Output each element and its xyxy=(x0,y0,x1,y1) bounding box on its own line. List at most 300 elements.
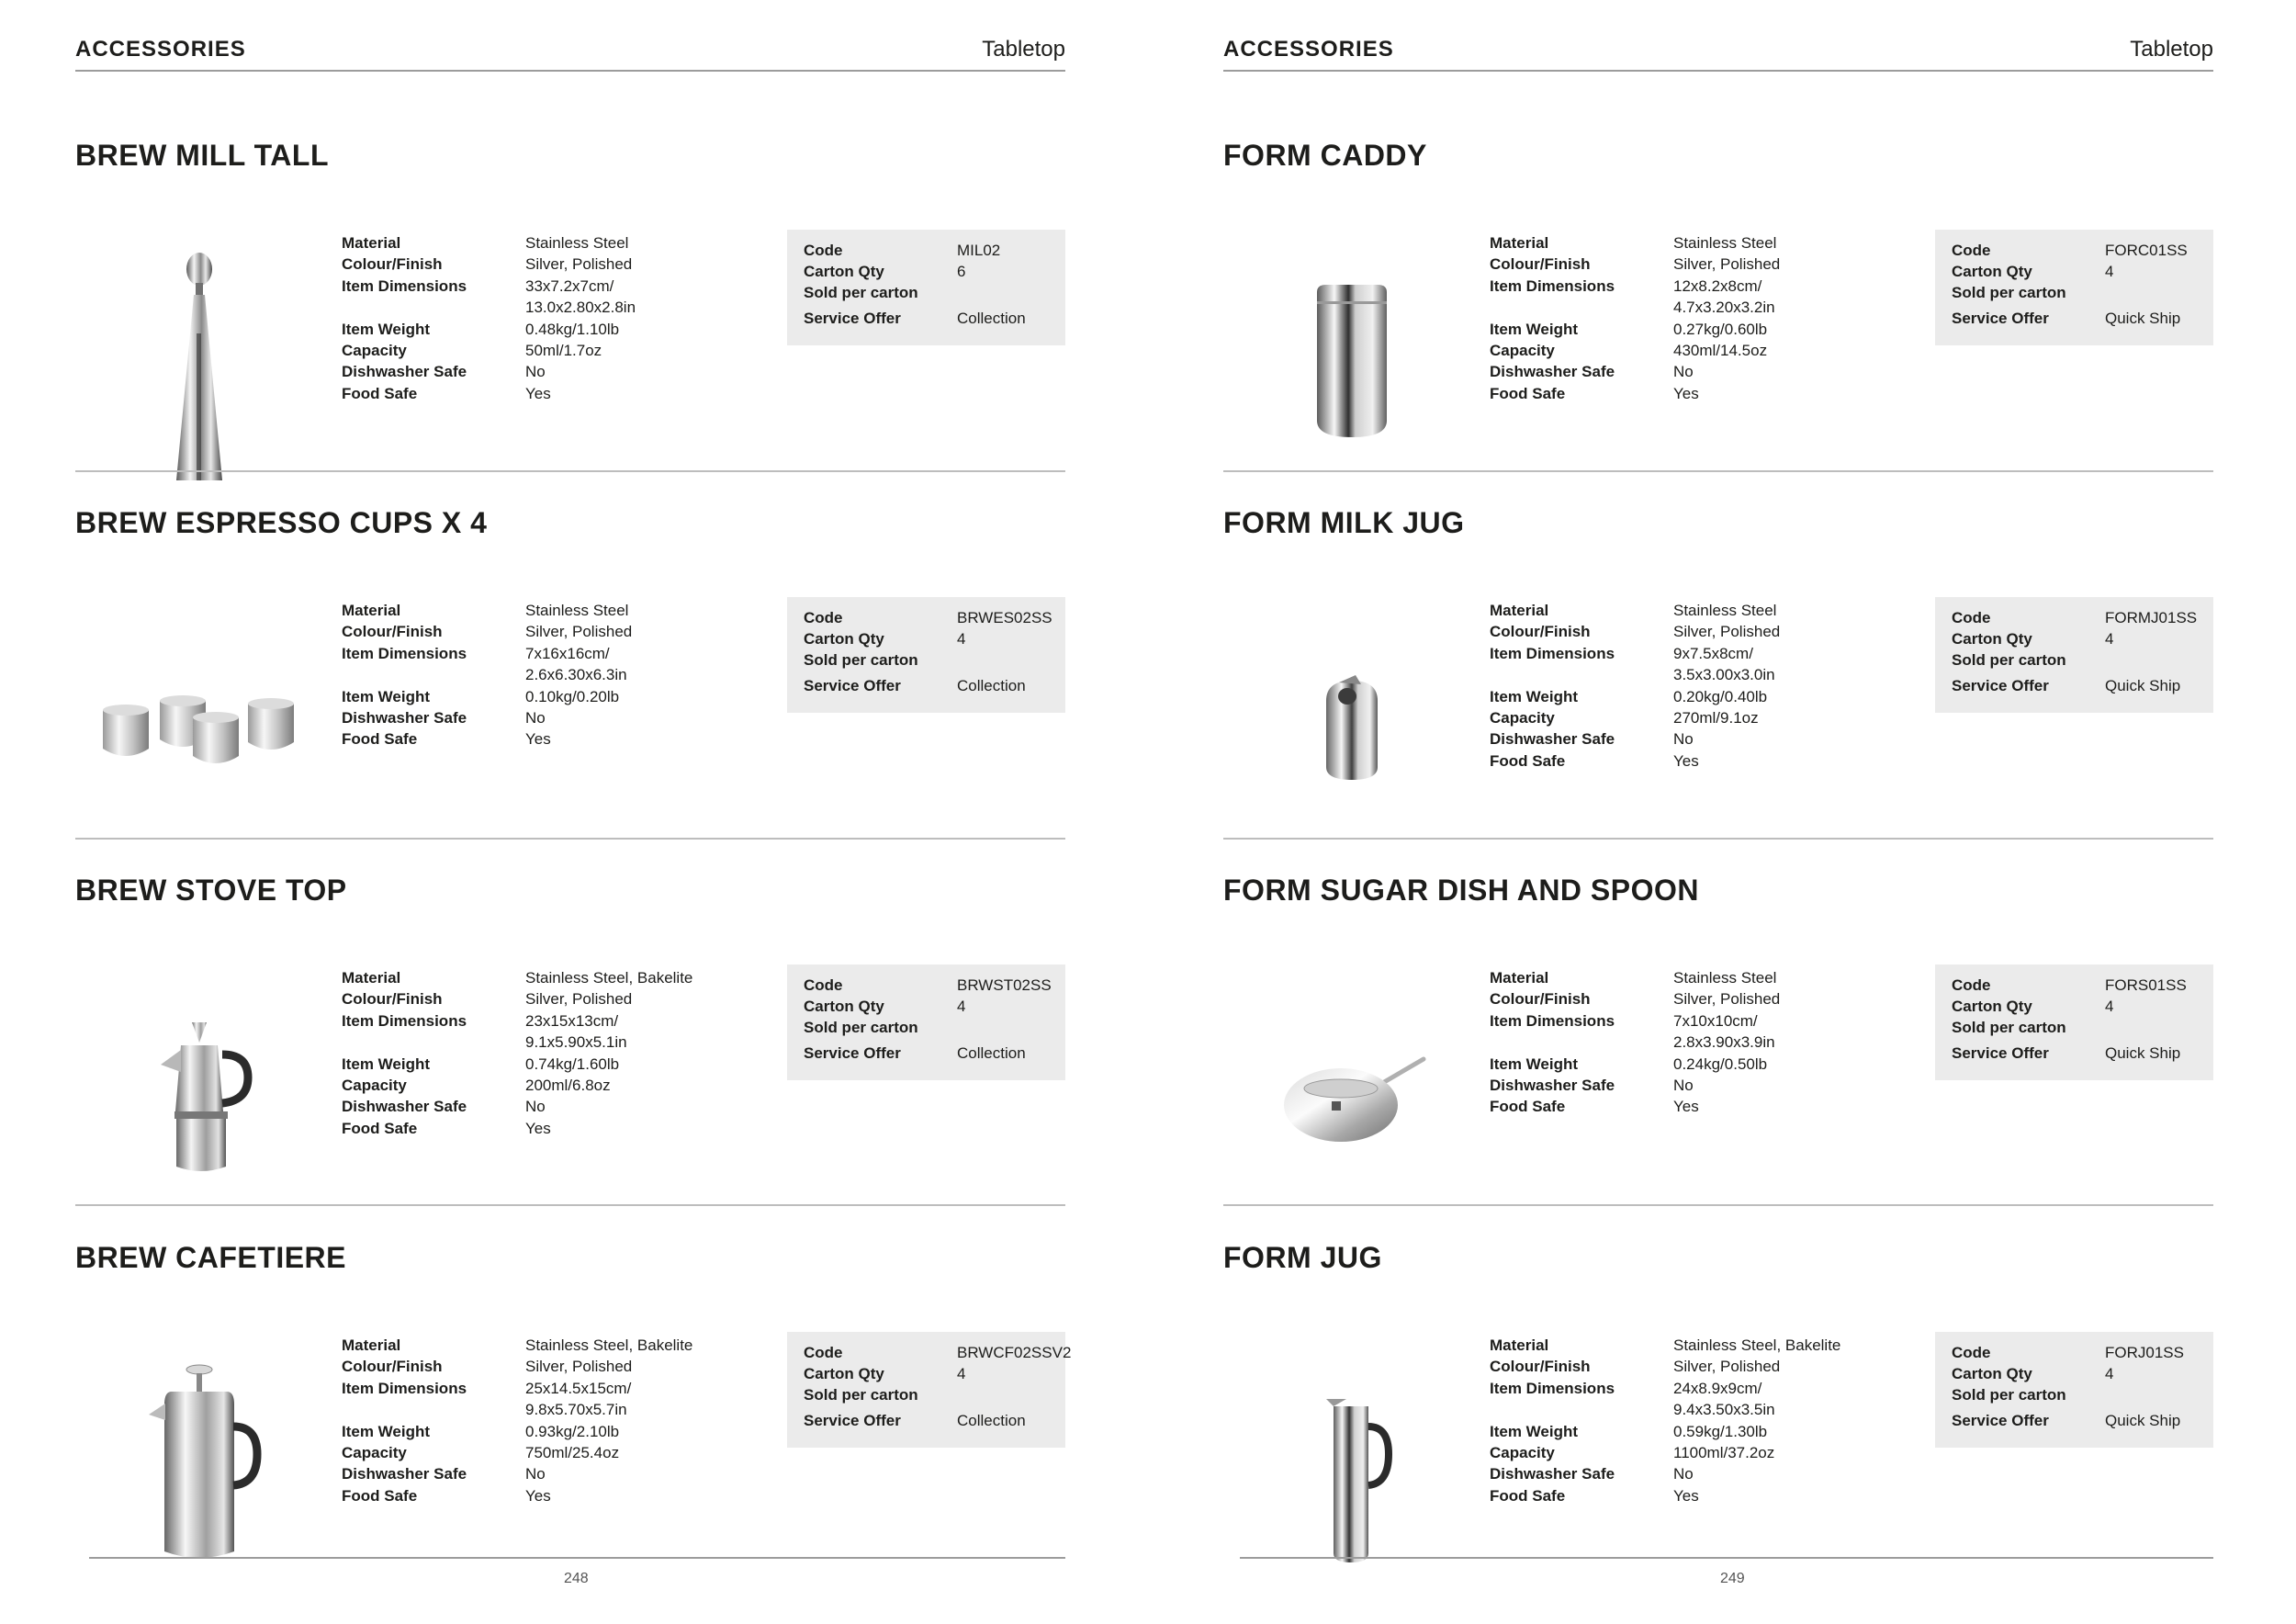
spec-label: Colour/Finish xyxy=(1490,255,1591,274)
spec-label: Colour/Finish xyxy=(342,255,443,274)
spec-value: 270ml/9.1oz xyxy=(1673,708,1759,727)
info-value: FORS01SS xyxy=(2105,976,2187,994)
info-row xyxy=(1952,1342,2204,1363)
spec-value: Yes xyxy=(1673,1486,1699,1505)
page-number: 249 xyxy=(1720,1571,1745,1586)
spec-value: Stainless Steel xyxy=(1673,602,1777,619)
spec-label: Food Safe xyxy=(342,1119,418,1137)
info-label: Carton Qty xyxy=(1952,998,2032,1015)
info-value: 6 xyxy=(957,263,966,280)
spec-list xyxy=(342,600,727,750)
info-label: Service Offer xyxy=(804,1412,901,1429)
spec-row xyxy=(1490,621,1875,642)
spec-label: Colour/Finish xyxy=(342,1358,443,1376)
jug-icon xyxy=(1223,1289,1499,1592)
info-value: 4 xyxy=(2105,263,2114,280)
spec-row xyxy=(342,1096,727,1117)
spec-value: 750ml/25.4oz xyxy=(525,1443,620,1461)
spec-value: 33x7.2x7cm/ xyxy=(525,276,614,295)
info-value: 4 xyxy=(2105,630,2114,648)
spec-value: 50ml/1.7oz xyxy=(525,341,602,359)
spec-value: 2.8x3.90x3.9in xyxy=(1673,1033,1775,1052)
info-row xyxy=(804,975,1056,996)
info-label: Sold per carton xyxy=(804,651,918,669)
product-card xyxy=(1223,51,2213,418)
spec-value: 0.10kg/0.20lb xyxy=(525,687,620,705)
spec-row xyxy=(1490,232,1875,254)
spec-label: Colour/Finish xyxy=(1490,623,1591,641)
spec-label: Food Safe xyxy=(342,384,418,402)
info-row xyxy=(1952,607,2204,628)
info-row xyxy=(804,628,1056,649)
spec-row xyxy=(1490,340,1875,361)
spec-value: No xyxy=(1673,363,1694,381)
spec-value: 9.4x3.50x3.5in xyxy=(1673,1401,1775,1419)
spec-label: Material xyxy=(1490,602,1549,619)
info-label: Sold per carton xyxy=(804,1386,918,1404)
order-info-box xyxy=(787,1332,1072,1448)
spec-value: Yes xyxy=(1673,751,1699,770)
info-value: Quick Ship xyxy=(2105,310,2181,327)
info-label: Sold per carton xyxy=(1952,1386,2066,1404)
spec-label: Dishwasher Safe xyxy=(1490,1076,1615,1094)
order-info-box xyxy=(787,964,1065,1080)
spec-list xyxy=(1490,232,1875,404)
product-title: FORM JUG xyxy=(1223,1241,1382,1274)
info-value: 4 xyxy=(957,998,966,1015)
spec-row xyxy=(342,1054,727,1075)
spec-row xyxy=(1490,1075,1875,1096)
info-row xyxy=(804,308,1056,329)
info-label: Code xyxy=(1952,242,1991,259)
info-label: Carton Qty xyxy=(804,630,884,648)
info-value: Collection xyxy=(957,310,1026,327)
spec-list xyxy=(342,1335,727,1506)
info-label: Service Offer xyxy=(1952,310,2049,327)
spec-row xyxy=(342,664,727,685)
spec-label: Item Weight xyxy=(1490,320,1579,338)
spec-row xyxy=(1490,383,1875,404)
spec-row xyxy=(1490,1032,1875,1053)
spec-label: Dishwasher Safe xyxy=(1490,363,1615,381)
spec-value: Silver, Polished xyxy=(1673,1358,1781,1376)
spec-value: 9.8x5.70x5.7in xyxy=(525,1401,627,1419)
spec-row xyxy=(342,232,727,254)
info-row xyxy=(804,1384,1056,1405)
spec-row xyxy=(1490,1356,1875,1377)
spec-row xyxy=(342,1399,727,1420)
spec-value: 2.6x6.30x6.3in xyxy=(525,666,627,684)
spec-label: Item Weight xyxy=(1490,687,1579,705)
spec-value: 25x14.5x15cm/ xyxy=(525,1379,632,1397)
product-card xyxy=(75,418,1065,785)
spec-label: Food Safe xyxy=(342,1486,418,1505)
spec-list xyxy=(342,967,727,1139)
info-value: 4 xyxy=(2105,1365,2114,1382)
info-value: MIL02 xyxy=(957,242,1001,259)
spec-label: Item Weight xyxy=(342,687,431,705)
spec-label: Item Dimensions xyxy=(342,1011,467,1030)
spec-row xyxy=(342,1442,727,1463)
spec-value: 430ml/14.5oz xyxy=(1673,341,1768,359)
spec-row xyxy=(1490,750,1875,772)
order-info-box xyxy=(1935,1332,2213,1448)
spec-value: 0.74kg/1.60lb xyxy=(525,1054,620,1073)
spec-row xyxy=(342,1335,727,1356)
spec-label: Item Dimensions xyxy=(342,1379,467,1397)
spec-row xyxy=(342,1118,727,1139)
product-title: FORM MILK JUG xyxy=(1223,506,1465,539)
spec-row xyxy=(342,686,727,707)
spec-label: Dishwasher Safe xyxy=(342,363,467,381)
info-row xyxy=(804,607,1056,628)
info-label: Carton Qty xyxy=(1952,1365,2032,1382)
spec-value: 9x7.5x8cm/ xyxy=(1673,644,1753,662)
info-label: Code xyxy=(1952,976,1991,994)
spec-value: Yes xyxy=(1673,384,1699,402)
category-title: ACCESSORIES xyxy=(1223,37,1394,62)
spec-row xyxy=(1490,988,1875,1009)
spec-row xyxy=(1490,1054,1875,1075)
spec-label: Food Safe xyxy=(1490,384,1566,402)
spec-label: Material xyxy=(342,602,401,619)
spec-row xyxy=(1490,361,1875,382)
info-row xyxy=(1952,1043,2204,1064)
spec-row xyxy=(1490,643,1875,664)
product-card xyxy=(75,51,1065,418)
spec-value: Stainless Steel, Bakelite xyxy=(525,969,693,987)
spec-label: Capacity xyxy=(342,1443,407,1461)
info-row xyxy=(1952,649,2204,671)
info-row xyxy=(1952,1410,2204,1431)
info-row xyxy=(1952,308,2204,329)
info-value: BRWCF02SSV2 xyxy=(957,1344,1072,1361)
spec-label: Colour/Finish xyxy=(1490,990,1591,1009)
spec-label: Dishwasher Safe xyxy=(342,1465,467,1483)
spec-row xyxy=(1490,707,1875,728)
order-info-box xyxy=(787,230,1065,345)
spec-row xyxy=(1490,686,1875,707)
spec-label: Dishwasher Safe xyxy=(1490,730,1615,749)
spec-row xyxy=(1490,1442,1875,1463)
spec-label: Capacity xyxy=(1490,341,1555,359)
cafetiere-icon xyxy=(75,1289,351,1592)
product-title: BREW STOVE TOP xyxy=(75,874,347,907)
spec-value: 13.0x2.80x2.8in xyxy=(525,299,636,317)
spec-value: Yes xyxy=(525,730,551,749)
spec-label: Capacity xyxy=(342,1076,407,1094)
info-value: FORMJ01SS xyxy=(2105,609,2198,626)
info-row xyxy=(1952,240,2204,261)
spec-row xyxy=(342,361,727,382)
info-label: Service Offer xyxy=(804,1044,901,1062)
product-card xyxy=(75,1153,1072,1520)
spec-label: Item Dimensions xyxy=(1490,644,1615,662)
spec-label: Material xyxy=(342,234,401,252)
spec-value: No xyxy=(1673,730,1694,749)
spec-value: 0.59kg/1.30lb xyxy=(1673,1422,1768,1440)
spec-value: Stainless Steel xyxy=(1673,969,1777,987)
order-info-box xyxy=(787,597,1065,713)
spec-list xyxy=(1490,600,1875,772)
info-value: 4 xyxy=(957,630,966,648)
spec-label: Food Safe xyxy=(1490,751,1566,770)
spec-label: Food Safe xyxy=(1490,1098,1566,1116)
info-row xyxy=(804,240,1056,261)
info-label: Code xyxy=(804,242,843,259)
spec-row xyxy=(342,988,727,1009)
product-card xyxy=(1223,785,2213,1153)
info-label: Code xyxy=(1952,609,1991,626)
section-title: Tabletop xyxy=(2130,37,2213,62)
info-label: Code xyxy=(1952,1344,1991,1361)
spec-value: 0.24kg/0.50lb xyxy=(1673,1054,1768,1073)
spec-label: Item Weight xyxy=(1490,1422,1579,1440)
info-row xyxy=(1952,628,2204,649)
spec-row xyxy=(1490,1399,1875,1420)
info-row xyxy=(1952,975,2204,996)
info-value: Quick Ship xyxy=(2105,1044,2181,1062)
spec-list xyxy=(342,232,727,404)
product-card xyxy=(1223,1153,2213,1520)
info-label: Carton Qty xyxy=(804,1365,884,1382)
info-label: Sold per carton xyxy=(804,284,918,301)
info-label: Service Offer xyxy=(804,677,901,694)
spec-row xyxy=(342,621,727,642)
spec-value: 0.27kg/0.60lb xyxy=(1673,320,1768,338)
spec-label: Item Weight xyxy=(342,320,431,338)
spec-value: Silver, Polished xyxy=(525,990,633,1009)
spec-row xyxy=(342,340,727,361)
spec-row xyxy=(342,1075,727,1096)
spec-value: 23x15x13cm/ xyxy=(525,1011,619,1030)
info-label: Sold per carton xyxy=(1952,1019,2066,1036)
catalog-page-249 xyxy=(1148,0,2296,1624)
info-row xyxy=(804,261,1056,282)
spec-row xyxy=(342,319,727,340)
spec-row xyxy=(342,1378,727,1399)
product-title: FORM SUGAR DISH AND SPOON xyxy=(1223,874,1699,907)
spec-row xyxy=(1490,600,1875,621)
info-value: 4 xyxy=(957,1365,966,1382)
spec-label: Material xyxy=(342,969,401,987)
spec-label: Material xyxy=(1490,234,1549,252)
spec-row xyxy=(1490,254,1875,275)
info-label: Sold per carton xyxy=(1952,651,2066,669)
spec-value: 0.20kg/0.40lb xyxy=(1673,687,1768,705)
info-label: Code xyxy=(804,1344,843,1361)
info-label: Service Offer xyxy=(1952,1412,2049,1429)
spec-list xyxy=(1490,1335,1875,1506)
spec-value: 24x8.9x9cm/ xyxy=(1673,1379,1762,1397)
info-label: Carton Qty xyxy=(1952,630,2032,648)
spec-row xyxy=(1490,319,1875,340)
info-row xyxy=(1952,675,2204,696)
spec-value: No xyxy=(525,708,546,727)
info-value: Quick Ship xyxy=(2105,677,2181,694)
product-title: BREW ESPRESSO CUPS X 4 xyxy=(75,506,488,539)
spec-row xyxy=(342,276,727,297)
info-value: FORJ01SS xyxy=(2105,1344,2184,1361)
spec-value: 7x10x10cm/ xyxy=(1673,1011,1758,1030)
info-row xyxy=(1952,282,2204,303)
info-label: Sold per carton xyxy=(804,1019,918,1036)
spec-label: Dishwasher Safe xyxy=(342,1098,467,1116)
spec-row xyxy=(342,1356,727,1377)
spec-row xyxy=(342,967,727,988)
spec-row xyxy=(342,254,727,275)
spec-row xyxy=(1490,1010,1875,1032)
spec-value: 4.7x3.20x3.2in xyxy=(1673,299,1775,317)
spec-value: 1100ml/37.2oz xyxy=(1673,1443,1775,1461)
spec-value: Silver, Polished xyxy=(1673,623,1781,641)
spec-row xyxy=(1490,967,1875,988)
spec-label: Colour/Finish xyxy=(342,990,443,1009)
spec-label: Capacity xyxy=(342,341,407,359)
info-value: Collection xyxy=(957,1412,1026,1429)
spec-value: Stainless Steel xyxy=(525,234,629,252)
spec-row xyxy=(1490,297,1875,318)
info-label: Service Offer xyxy=(1952,1044,2049,1062)
footer-divider xyxy=(89,1557,1065,1559)
product-card xyxy=(75,785,1065,1153)
spec-row xyxy=(1490,1485,1875,1506)
info-value: Quick Ship xyxy=(2105,1412,2181,1429)
spec-label: Item Weight xyxy=(1490,1054,1579,1073)
spec-row xyxy=(1490,1378,1875,1399)
spec-row xyxy=(342,1421,727,1442)
info-row xyxy=(804,649,1056,671)
spec-row xyxy=(342,383,727,404)
product-title: BREW MILL TALL xyxy=(75,139,329,172)
spec-label: Item Dimensions xyxy=(342,276,467,295)
spec-value: Yes xyxy=(525,384,551,402)
spec-row xyxy=(1490,728,1875,750)
info-row xyxy=(804,675,1056,696)
info-value: Collection xyxy=(957,677,1026,694)
spec-row xyxy=(1490,276,1875,297)
spec-label: Colour/Finish xyxy=(342,623,443,641)
spec-value: 0.93kg/2.10lb xyxy=(525,1422,620,1440)
spec-value: Stainless Steel, Bakelite xyxy=(1673,1336,1841,1354)
spec-label: Food Safe xyxy=(1490,1486,1566,1505)
info-label: Service Offer xyxy=(804,310,901,327)
spec-label: Capacity xyxy=(1490,1443,1555,1461)
spec-row xyxy=(342,600,727,621)
spec-value: Silver, Polished xyxy=(525,1358,633,1376)
info-label: Carton Qty xyxy=(1952,263,2032,280)
spec-value: No xyxy=(1673,1076,1694,1094)
spec-label: Dishwasher Safe xyxy=(342,708,467,727)
product-title: BREW CAFETIERE xyxy=(75,1241,346,1274)
spec-value: Yes xyxy=(1673,1098,1699,1116)
info-row xyxy=(804,1017,1056,1038)
info-row xyxy=(804,1410,1056,1431)
spec-row xyxy=(1490,1421,1875,1442)
spec-row xyxy=(342,643,727,664)
info-label: Code xyxy=(804,609,843,626)
spec-label: Capacity xyxy=(1490,708,1555,727)
spec-value: No xyxy=(525,363,546,381)
spec-value: Stainless Steel, Bakelite xyxy=(525,1336,693,1354)
order-info-box xyxy=(1935,964,2213,1080)
info-value: BRWES02SS xyxy=(957,609,1052,626)
order-info-box xyxy=(1935,597,2213,713)
product-title: FORM CADDY xyxy=(1223,139,1427,172)
spec-row xyxy=(1490,664,1875,685)
info-value: FORC01SS xyxy=(2105,242,2188,259)
info-label: Carton Qty xyxy=(804,263,884,280)
spec-value: 7x16x16cm/ xyxy=(525,644,610,662)
spec-value: Silver, Polished xyxy=(1673,255,1781,274)
info-row xyxy=(804,1342,1072,1363)
spec-label: Item Weight xyxy=(342,1422,431,1440)
spec-row xyxy=(1490,1335,1875,1356)
spec-label: Dishwasher Safe xyxy=(1490,1465,1615,1483)
info-value: BRWST02SS xyxy=(957,976,1052,994)
spec-label: Item Weight xyxy=(342,1054,431,1073)
spec-row xyxy=(1490,1463,1875,1484)
info-label: Carton Qty xyxy=(804,998,884,1015)
spec-value: 9.1x5.90x5.1in xyxy=(525,1033,627,1052)
info-row xyxy=(1952,1017,2204,1038)
spec-value: Stainless Steel xyxy=(525,602,629,619)
spec-label: Item Dimensions xyxy=(1490,1379,1615,1397)
spec-label: Item Dimensions xyxy=(1490,276,1615,295)
spec-row xyxy=(342,728,727,750)
spec-label: Material xyxy=(342,1336,401,1354)
category-title: ACCESSORIES xyxy=(75,37,246,62)
info-row xyxy=(804,1043,1056,1064)
info-row xyxy=(1952,261,2204,282)
spec-label: Food Safe xyxy=(342,730,418,749)
footer-divider xyxy=(1240,1557,2213,1559)
spec-label: Material xyxy=(1490,969,1549,987)
spec-value: Yes xyxy=(525,1486,551,1505)
info-row xyxy=(1952,1363,2204,1384)
info-label: Sold per carton xyxy=(1952,284,2066,301)
info-row xyxy=(1952,1384,2204,1405)
order-info-box xyxy=(1935,230,2213,345)
spec-row xyxy=(342,1485,727,1506)
info-value: 4 xyxy=(2105,998,2114,1015)
info-row xyxy=(1952,996,2204,1017)
spec-label: Colour/Finish xyxy=(1490,1358,1591,1376)
section-title: Tabletop xyxy=(982,37,1065,62)
spec-row xyxy=(342,707,727,728)
spec-value: No xyxy=(1673,1465,1694,1483)
info-row xyxy=(804,1363,1056,1384)
spec-row xyxy=(342,1010,727,1032)
spec-value: Silver, Polished xyxy=(525,255,633,274)
spec-row xyxy=(342,297,727,318)
spec-value: Yes xyxy=(525,1119,551,1137)
spec-row xyxy=(342,1463,727,1484)
spec-value: No xyxy=(525,1465,546,1483)
info-label: Code xyxy=(804,976,843,994)
spec-value: 12x8.2x8cm/ xyxy=(1673,276,1762,295)
spec-label: Material xyxy=(1490,1336,1549,1354)
page-number: 248 xyxy=(564,1571,589,1586)
spec-label: Item Dimensions xyxy=(342,644,467,662)
spec-row xyxy=(1490,1096,1875,1117)
spec-row xyxy=(342,1032,727,1053)
spec-value: 0.48kg/1.10lb xyxy=(525,320,620,338)
info-value: Collection xyxy=(957,1044,1026,1062)
spec-value: 3.5x3.00x3.0in xyxy=(1673,666,1775,684)
spec-value: No xyxy=(525,1098,546,1116)
product-card xyxy=(1223,418,2213,785)
